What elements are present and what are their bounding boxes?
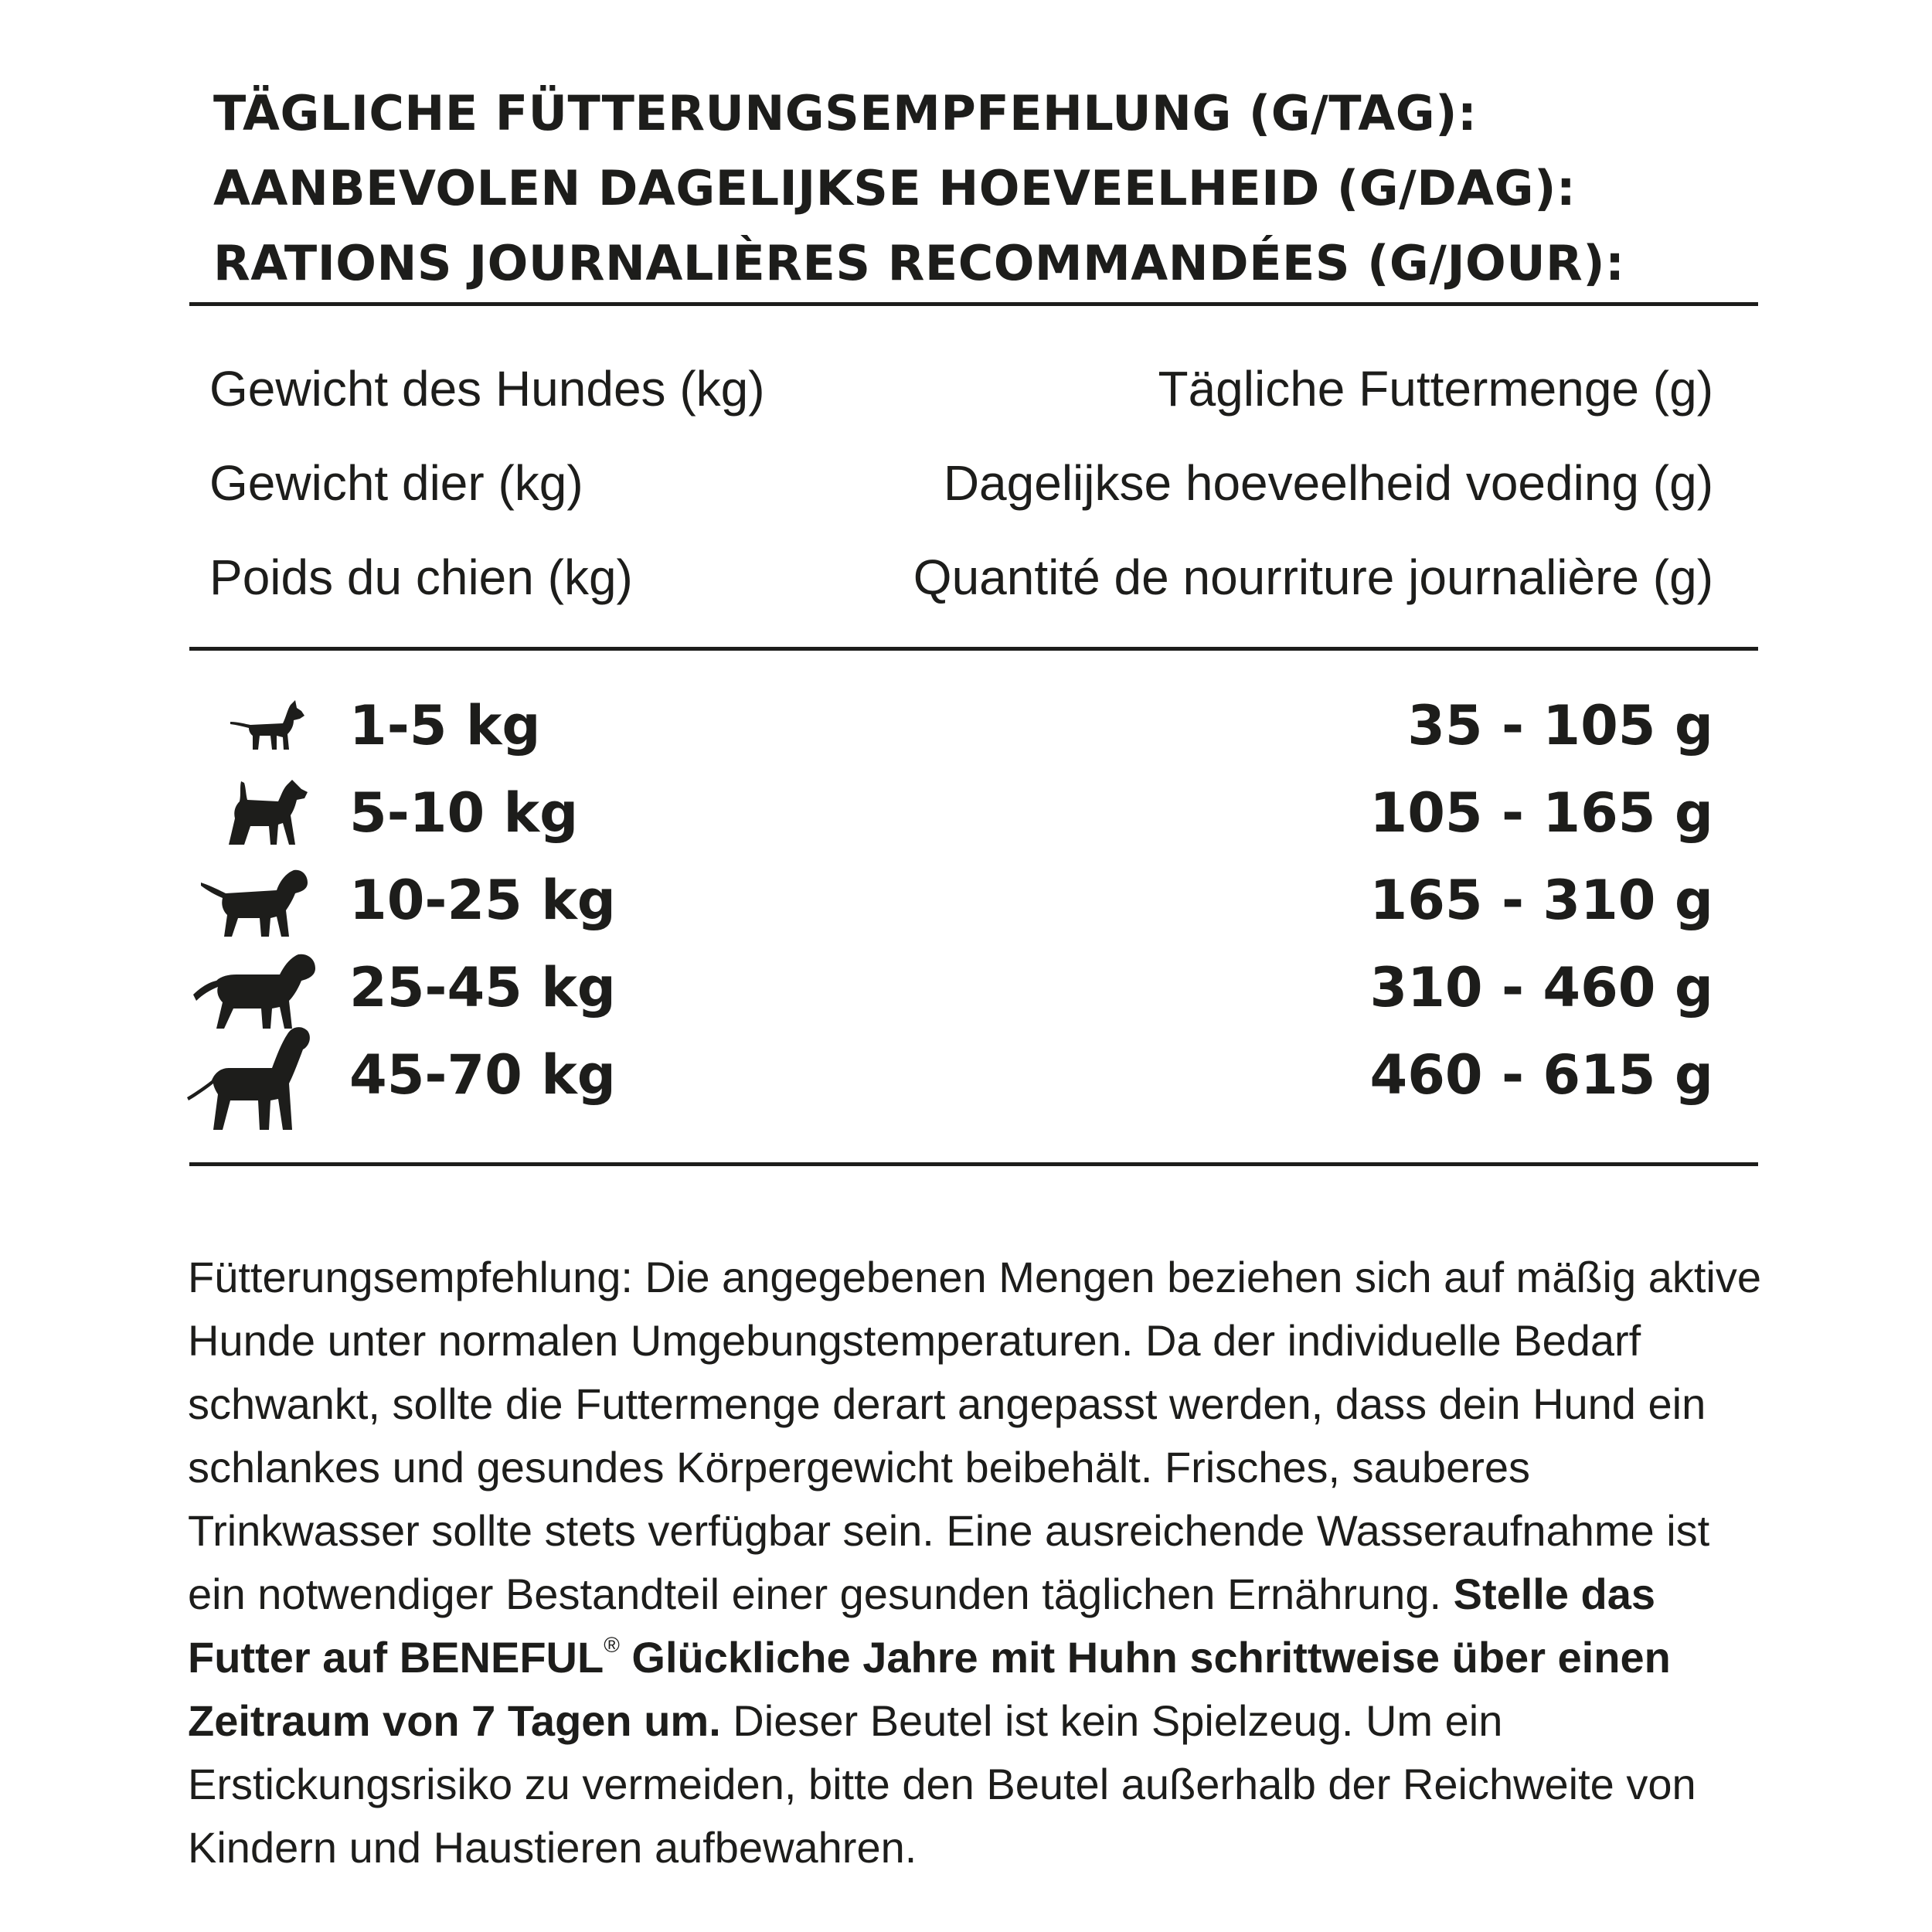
weight-range: 1-5 kg bbox=[349, 693, 541, 757]
amount-header-de: Tägliche Futtermenge (g) bbox=[1158, 361, 1713, 417]
divider-bottom bbox=[189, 1162, 1758, 1166]
feeding-table bbox=[185, 682, 1713, 1118]
weight-range: 5-10 kg bbox=[349, 781, 579, 845]
amount-range: 310 - 460 g bbox=[1369, 955, 1713, 1019]
feeding-row-5-10kg bbox=[185, 769, 1713, 856]
amount-range: 165 - 310 g bbox=[1369, 868, 1713, 932]
amount-range: 105 - 165 g bbox=[1369, 781, 1713, 845]
registered-mark: ® bbox=[604, 1633, 620, 1657]
feeding-heading bbox=[213, 76, 1624, 301]
column-headers bbox=[209, 342, 1713, 624]
note-text-2: Dieser Beutel ist kein Spielzeug. Um ein Erstickungsrisiko zu vermeiden, bitte den Beutel außerhalb der Reichweite von Kindern und Haustieren aufbewahren. bbox=[188, 1696, 1696, 1872]
divider-top bbox=[189, 302, 1758, 306]
feeding-row-45-70kg bbox=[185, 1031, 1713, 1118]
weight-range: 45-70 kg bbox=[349, 1043, 616, 1107]
weight-range: 25-45 kg bbox=[349, 955, 616, 1019]
amount-range: 35 - 105 g bbox=[1407, 693, 1713, 757]
medium-dog-icon bbox=[199, 867, 309, 940]
feeding-row-25-45kg bbox=[185, 944, 1713, 1031]
giant-dog-icon bbox=[185, 1023, 312, 1131]
note-bold-2: Glückliche Jahre mit Huhn schrittweise über einen Zeitraum von 7 Tagen um. bbox=[188, 1633, 1671, 1745]
amount-header-fr: Quantité de nourriture journalière (g) bbox=[913, 549, 1713, 605]
divider-middle bbox=[189, 647, 1758, 651]
feeding-row-1-5kg bbox=[185, 682, 1713, 769]
large-dog-icon bbox=[190, 951, 317, 1032]
weight-range: 10-25 kg bbox=[349, 868, 616, 932]
feeding-row-10-25kg bbox=[185, 856, 1713, 944]
weight-header-fr: Poids du chien (kg) bbox=[209, 549, 633, 605]
small-dog-icon bbox=[229, 699, 306, 753]
terrier-dog-icon bbox=[224, 778, 309, 849]
column-header-row-fr bbox=[209, 530, 1713, 624]
amount-header-nl: Dagelijkse hoeveelheid voeding (g) bbox=[943, 455, 1713, 511]
note-text-1: Fütterungsempfehlung: Die angegebenen Mengen beziehen sich auf mäßig aktive Hunde unter normalen Umgebungstemperaturen. Da der individuelle Bedarf schwankt, sollte die Futtermenge derart angepasst werden, dass dein Hund ein schlankes und gesundes Körpergewicht beibehält. Frisches, sauberes Trinkwasser sollte stets verfügbar sein. Eine ausreichende Wasseraufnahme ist ein notwendiger Bestandteil einer gesunden täglichen Ernährung. bbox=[188, 1253, 1761, 1618]
heading-line-nl: AANBEVOLEN DAGELIJKSE HOEVEELHEID (G/DAG): bbox=[213, 160, 1577, 216]
amount-range: 460 - 615 g bbox=[1369, 1043, 1713, 1107]
heading-line-de: TÄGLICHE FÜTTERUNGSEMPFEHLUNG (G/TAG): bbox=[213, 85, 1478, 141]
heading-line-fr: RATIONS JOURNALIÈRES RECOMMANDÉES (G/JOUR): bbox=[213, 235, 1625, 291]
column-header-row-nl bbox=[209, 436, 1713, 530]
column-header-row-de bbox=[209, 342, 1713, 436]
note-bold-1: Stelle das Futter auf BENEFUL bbox=[188, 1570, 1656, 1682]
weight-header-nl: Gewicht dier (kg) bbox=[209, 455, 583, 511]
feeding-note bbox=[188, 1246, 1764, 1879]
weight-header-de: Gewicht des Hundes (kg) bbox=[209, 361, 765, 417]
